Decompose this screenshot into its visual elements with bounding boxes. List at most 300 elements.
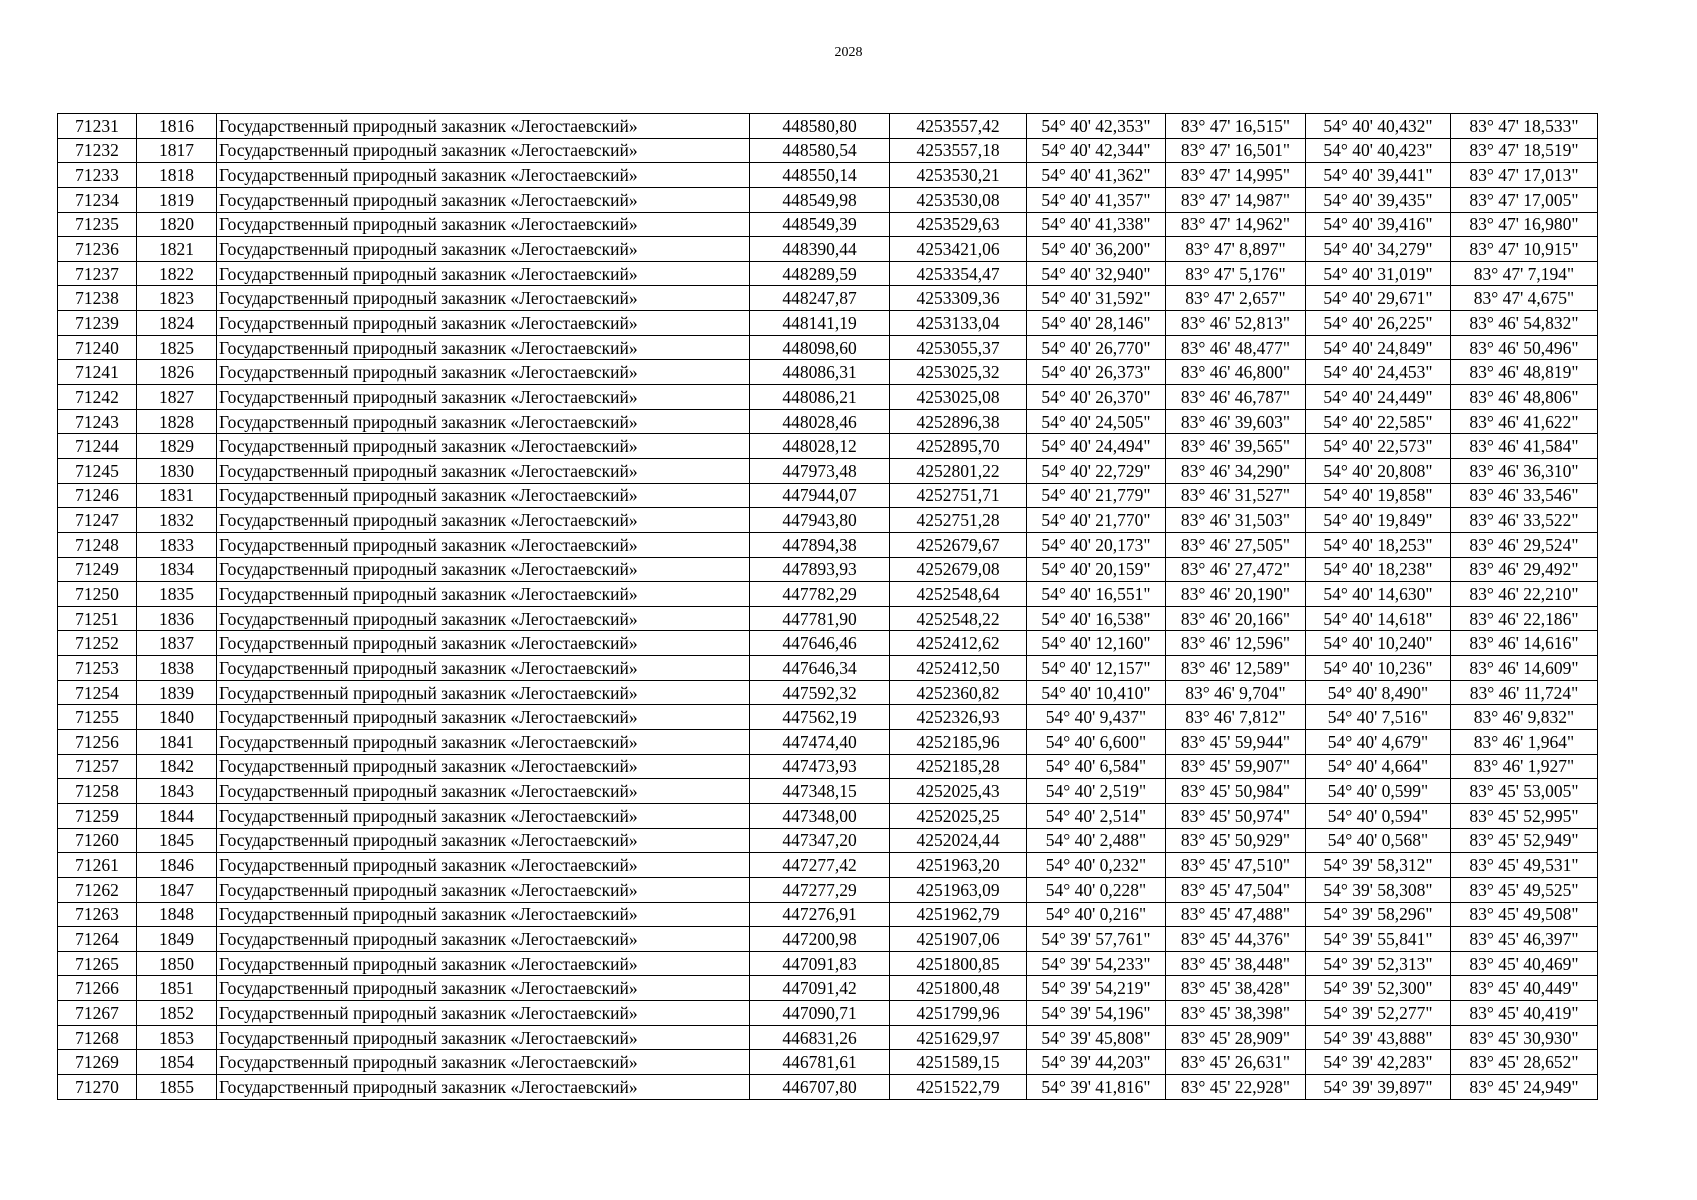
longitude-2-cell: 83° 45' 49,531": [1451, 853, 1598, 878]
latitude-1-cell: 54° 40' 0,216": [1027, 902, 1166, 927]
longitude-1-cell: 83° 47' 2,657": [1166, 286, 1306, 311]
y-coordinate-cell: 4251629,97: [890, 1025, 1027, 1050]
longitude-2-cell: 83° 45' 53,005": [1451, 779, 1598, 804]
latitude-2-cell: 54° 40' 40,423": [1306, 138, 1451, 163]
latitude-2-cell: 54° 40' 10,236": [1306, 656, 1451, 681]
longitude-2-cell: 83° 46' 54,832": [1451, 311, 1598, 336]
x-coordinate-cell: 448289,59: [750, 261, 890, 286]
row-number-cell: 71240: [58, 335, 137, 360]
point-number-cell: 1830: [137, 458, 217, 483]
longitude-1-cell: 83° 47' 5,176": [1166, 261, 1306, 286]
object-name-cell: Государственный природный заказник «Легостаевский»: [217, 877, 750, 902]
x-coordinate-cell: 447893,93: [750, 557, 890, 582]
longitude-1-cell: 83° 47' 16,515": [1166, 114, 1306, 139]
latitude-2-cell: 54° 40' 39,441": [1306, 163, 1451, 188]
object-name-cell: Государственный природный заказник «Легостаевский»: [217, 508, 750, 533]
row-number-cell: 71265: [58, 951, 137, 976]
longitude-1-cell: 83° 46' 31,527": [1166, 483, 1306, 508]
table-row: [58, 606, 1598, 631]
latitude-2-cell: 54° 39' 52,313": [1306, 951, 1451, 976]
longitude-1-cell: 83° 45' 59,944": [1166, 730, 1306, 755]
table-row: [58, 902, 1598, 927]
latitude-1-cell: 54° 40' 12,160": [1027, 631, 1166, 656]
point-number-cell: 1818: [137, 163, 217, 188]
latitude-2-cell: 54° 40' 4,664": [1306, 754, 1451, 779]
row-number-cell: 71261: [58, 853, 137, 878]
longitude-1-cell: 83° 46' 46,787": [1166, 385, 1306, 410]
row-number-cell: 71264: [58, 927, 137, 952]
table-row: [58, 557, 1598, 582]
row-number-cell: 71257: [58, 754, 137, 779]
object-name-cell: Государственный природный заказник «Легостаевский»: [217, 951, 750, 976]
longitude-1-cell: 83° 45' 38,448": [1166, 951, 1306, 976]
table-row: [58, 360, 1598, 385]
latitude-1-cell: 54° 40' 20,173": [1027, 532, 1166, 557]
point-number-cell: 1846: [137, 853, 217, 878]
point-number-cell: 1849: [137, 927, 217, 952]
latitude-2-cell: 54° 40' 31,019": [1306, 261, 1451, 286]
point-number-cell: 1851: [137, 976, 217, 1001]
latitude-2-cell: 54° 40' 7,516": [1306, 705, 1451, 730]
latitude-2-cell: 54° 40' 14,630": [1306, 582, 1451, 607]
point-number-cell: 1828: [137, 409, 217, 434]
longitude-2-cell: 83° 47' 10,915": [1451, 237, 1598, 262]
latitude-1-cell: 54° 40' 0,228": [1027, 877, 1166, 902]
y-coordinate-cell: 4253055,37: [890, 335, 1027, 360]
object-name-cell: Государственный природный заказник «Легостаевский»: [217, 163, 750, 188]
latitude-2-cell: 54° 40' 24,449": [1306, 385, 1451, 410]
longitude-2-cell: 83° 46' 14,616": [1451, 631, 1598, 656]
row-number-cell: 71232: [58, 138, 137, 163]
x-coordinate-cell: 447474,40: [750, 730, 890, 755]
latitude-2-cell: 54° 40' 40,432": [1306, 114, 1451, 139]
table-row: [58, 853, 1598, 878]
table-row: [58, 483, 1598, 508]
object-name-cell: Государственный природный заказник «Легостаевский»: [217, 828, 750, 853]
row-number-cell: 71249: [58, 557, 137, 582]
object-name-cell: Государственный природный заказник «Легостаевский»: [217, 730, 750, 755]
longitude-1-cell: 83° 46' 12,596": [1166, 631, 1306, 656]
y-coordinate-cell: 4251800,48: [890, 976, 1027, 1001]
latitude-1-cell: 54° 40' 42,353": [1027, 114, 1166, 139]
x-coordinate-cell: 448580,80: [750, 114, 890, 139]
object-name-cell: Государственный природный заказник «Легостаевский»: [217, 803, 750, 828]
table-row: [58, 779, 1598, 804]
longitude-2-cell: 83° 46' 41,584": [1451, 434, 1598, 459]
table-row: [58, 1025, 1598, 1050]
y-coordinate-cell: 4251907,06: [890, 927, 1027, 952]
object-name-cell: Государственный природный заказник «Легостаевский»: [217, 1050, 750, 1075]
y-coordinate-cell: 4253133,04: [890, 311, 1027, 336]
longitude-2-cell: 83° 46' 9,832": [1451, 705, 1598, 730]
longitude-2-cell: 83° 45' 28,652": [1451, 1050, 1598, 1075]
latitude-2-cell: 54° 40' 18,238": [1306, 557, 1451, 582]
object-name-cell: Государственный природный заказник «Легостаевский»: [217, 385, 750, 410]
point-number-cell: 1829: [137, 434, 217, 459]
point-number-cell: 1833: [137, 532, 217, 557]
longitude-1-cell: 83° 45' 47,510": [1166, 853, 1306, 878]
point-number-cell: 1838: [137, 656, 217, 681]
row-number-cell: 71241: [58, 360, 137, 385]
longitude-1-cell: 83° 46' 27,472": [1166, 557, 1306, 582]
latitude-2-cell: 54° 40' 39,435": [1306, 187, 1451, 212]
row-number-cell: 71260: [58, 828, 137, 853]
longitude-2-cell: 83° 46' 22,186": [1451, 606, 1598, 631]
row-number-cell: 71254: [58, 680, 137, 705]
table-row: [58, 631, 1598, 656]
table-row: [58, 508, 1598, 533]
table-row: [58, 237, 1598, 262]
row-number-cell: 71259: [58, 803, 137, 828]
longitude-2-cell: 83° 46' 22,210": [1451, 582, 1598, 607]
y-coordinate-cell: 4252185,96: [890, 730, 1027, 755]
object-name-cell: Государственный природный заказник «Легостаевский»: [217, 114, 750, 139]
object-name-cell: Государственный природный заказник «Легостаевский»: [217, 138, 750, 163]
object-name-cell: Государственный природный заказник «Легостаевский»: [217, 311, 750, 336]
latitude-2-cell: 54° 40' 14,618": [1306, 606, 1451, 631]
table-row: [58, 335, 1598, 360]
object-name-cell: Государственный природный заказник «Легостаевский»: [217, 902, 750, 927]
longitude-2-cell: 83° 45' 49,525": [1451, 877, 1598, 902]
longitude-1-cell: 83° 46' 20,190": [1166, 582, 1306, 607]
latitude-1-cell: 54° 40' 16,551": [1027, 582, 1166, 607]
latitude-1-cell: 54° 39' 54,233": [1027, 951, 1166, 976]
row-number-cell: 71236: [58, 237, 137, 262]
point-number-cell: 1835: [137, 582, 217, 607]
longitude-2-cell: 83° 45' 52,995": [1451, 803, 1598, 828]
x-coordinate-cell: 448086,21: [750, 385, 890, 410]
longitude-1-cell: 83° 45' 44,376": [1166, 927, 1306, 952]
point-number-cell: 1816: [137, 114, 217, 139]
longitude-2-cell: 83° 46' 1,927": [1451, 754, 1598, 779]
x-coordinate-cell: 447277,29: [750, 877, 890, 902]
y-coordinate-cell: 4252412,62: [890, 631, 1027, 656]
table-row: [58, 1001, 1598, 1026]
table-row: [58, 532, 1598, 557]
point-number-cell: 1848: [137, 902, 217, 927]
y-coordinate-cell: 4252412,50: [890, 656, 1027, 681]
longitude-1-cell: 83° 46' 9,704": [1166, 680, 1306, 705]
latitude-2-cell: 54° 40' 8,490": [1306, 680, 1451, 705]
point-number-cell: 1843: [137, 779, 217, 804]
object-name-cell: Государственный природный заказник «Легостаевский»: [217, 1074, 750, 1099]
longitude-1-cell: 83° 46' 31,503": [1166, 508, 1306, 533]
object-name-cell: Государственный природный заказник «Легостаевский»: [217, 483, 750, 508]
latitude-1-cell: 54° 40' 26,370": [1027, 385, 1166, 410]
object-name-cell: Государственный природный заказник «Легостаевский»: [217, 705, 750, 730]
y-coordinate-cell: 4253557,18: [890, 138, 1027, 163]
latitude-2-cell: 54° 39' 52,300": [1306, 976, 1451, 1001]
latitude-2-cell: 54° 39' 43,888": [1306, 1025, 1451, 1050]
x-coordinate-cell: 447646,46: [750, 631, 890, 656]
point-number-cell: 1854: [137, 1050, 217, 1075]
y-coordinate-cell: 4251800,85: [890, 951, 1027, 976]
table-row: [58, 434, 1598, 459]
x-coordinate-cell: 447277,42: [750, 853, 890, 878]
point-number-cell: 1839: [137, 680, 217, 705]
x-coordinate-cell: 447473,93: [750, 754, 890, 779]
latitude-1-cell: 54° 40' 41,357": [1027, 187, 1166, 212]
x-coordinate-cell: 446831,26: [750, 1025, 890, 1050]
object-name-cell: Государственный природный заказник «Легостаевский»: [217, 754, 750, 779]
latitude-1-cell: 54° 39' 57,761": [1027, 927, 1166, 952]
y-coordinate-cell: 4253354,47: [890, 261, 1027, 286]
latitude-2-cell: 54° 40' 0,568": [1306, 828, 1451, 853]
longitude-2-cell: 83° 46' 41,622": [1451, 409, 1598, 434]
latitude-1-cell: 54° 40' 6,600": [1027, 730, 1166, 755]
table-row: [58, 730, 1598, 755]
table-row: [58, 927, 1598, 952]
latitude-2-cell: 54° 40' 18,253": [1306, 532, 1451, 557]
table-row: [58, 656, 1598, 681]
row-number-cell: 71245: [58, 458, 137, 483]
y-coordinate-cell: 4252679,08: [890, 557, 1027, 582]
y-coordinate-cell: 4251589,15: [890, 1050, 1027, 1075]
longitude-1-cell: 83° 47' 14,987": [1166, 187, 1306, 212]
longitude-2-cell: 83° 46' 48,806": [1451, 385, 1598, 410]
latitude-1-cell: 54° 40' 24,505": [1027, 409, 1166, 434]
object-name-cell: Государственный природный заказник «Легостаевский»: [217, 187, 750, 212]
latitude-1-cell: 54° 40' 41,338": [1027, 212, 1166, 237]
y-coordinate-cell: 4252751,28: [890, 508, 1027, 533]
longitude-2-cell: 83° 46' 33,546": [1451, 483, 1598, 508]
latitude-1-cell: 54° 40' 2,514": [1027, 803, 1166, 828]
y-coordinate-cell: 4253530,21: [890, 163, 1027, 188]
x-coordinate-cell: 447348,15: [750, 779, 890, 804]
table-body: [58, 114, 1598, 1100]
y-coordinate-cell: 4252326,93: [890, 705, 1027, 730]
latitude-2-cell: 54° 40' 0,599": [1306, 779, 1451, 804]
row-number-cell: 71269: [58, 1050, 137, 1075]
x-coordinate-cell: 448028,46: [750, 409, 890, 434]
longitude-1-cell: 83° 46' 39,603": [1166, 409, 1306, 434]
latitude-2-cell: 54° 39' 58,296": [1306, 902, 1451, 927]
object-name-cell: Государственный природный заказник «Легостаевский»: [217, 557, 750, 582]
table-row: [58, 1050, 1598, 1075]
x-coordinate-cell: 448549,98: [750, 187, 890, 212]
object-name-cell: Государственный природный заказник «Легостаевский»: [217, 237, 750, 262]
table-row: [58, 828, 1598, 853]
point-number-cell: 1832: [137, 508, 217, 533]
y-coordinate-cell: 4252895,70: [890, 434, 1027, 459]
y-coordinate-cell: 4251522,79: [890, 1074, 1027, 1099]
table-row: [58, 976, 1598, 1001]
x-coordinate-cell: 448580,54: [750, 138, 890, 163]
latitude-1-cell: 54° 40' 0,232": [1027, 853, 1166, 878]
object-name-cell: Государственный природный заказник «Легостаевский»: [217, 976, 750, 1001]
y-coordinate-cell: 4253557,42: [890, 114, 1027, 139]
object-name-cell: Государственный природный заказник «Легостаевский»: [217, 261, 750, 286]
latitude-1-cell: 54° 40' 42,344": [1027, 138, 1166, 163]
table-row: [58, 582, 1598, 607]
object-name-cell: Государственный природный заказник «Легостаевский»: [217, 1001, 750, 1026]
longitude-2-cell: 83° 46' 36,310": [1451, 458, 1598, 483]
point-number-cell: 1853: [137, 1025, 217, 1050]
longitude-1-cell: 83° 45' 50,929": [1166, 828, 1306, 853]
row-number-cell: 71255: [58, 705, 137, 730]
table-row: [58, 114, 1598, 139]
latitude-2-cell: 54° 40' 22,573": [1306, 434, 1451, 459]
y-coordinate-cell: 4252679,67: [890, 532, 1027, 557]
y-coordinate-cell: 4252024,44: [890, 828, 1027, 853]
coordinates-table-container: [57, 113, 1598, 1100]
longitude-1-cell: 83° 47' 14,962": [1166, 212, 1306, 237]
table-row: [58, 409, 1598, 434]
longitude-1-cell: 83° 46' 7,812": [1166, 705, 1306, 730]
latitude-2-cell: 54° 40' 24,453": [1306, 360, 1451, 385]
x-coordinate-cell: 448086,31: [750, 360, 890, 385]
point-number-cell: 1847: [137, 877, 217, 902]
x-coordinate-cell: 448028,12: [750, 434, 890, 459]
latitude-1-cell: 54° 40' 6,584": [1027, 754, 1166, 779]
row-number-cell: 71263: [58, 902, 137, 927]
row-number-cell: 71250: [58, 582, 137, 607]
longitude-1-cell: 83° 47' 14,995": [1166, 163, 1306, 188]
longitude-2-cell: 83° 45' 40,469": [1451, 951, 1598, 976]
x-coordinate-cell: 446707,80: [750, 1074, 890, 1099]
longitude-2-cell: 83° 47' 18,533": [1451, 114, 1598, 139]
latitude-1-cell: 54° 40' 21,770": [1027, 508, 1166, 533]
x-coordinate-cell: 447091,83: [750, 951, 890, 976]
latitude-1-cell: 54° 40' 9,437": [1027, 705, 1166, 730]
latitude-2-cell: 54° 39' 52,277": [1306, 1001, 1451, 1026]
x-coordinate-cell: 447562,19: [750, 705, 890, 730]
x-coordinate-cell: 447348,00: [750, 803, 890, 828]
longitude-1-cell: 83° 47' 8,897": [1166, 237, 1306, 262]
point-number-cell: 1845: [137, 828, 217, 853]
longitude-2-cell: 83° 46' 14,609": [1451, 656, 1598, 681]
x-coordinate-cell: 447646,34: [750, 656, 890, 681]
latitude-1-cell: 54° 40' 36,200": [1027, 237, 1166, 262]
y-coordinate-cell: 4252751,71: [890, 483, 1027, 508]
table-row: [58, 877, 1598, 902]
longitude-1-cell: 83° 45' 47,488": [1166, 902, 1306, 927]
y-coordinate-cell: 4253421,06: [890, 237, 1027, 262]
row-number-cell: 71244: [58, 434, 137, 459]
y-coordinate-cell: 4253025,08: [890, 385, 1027, 410]
x-coordinate-cell: 447592,32: [750, 680, 890, 705]
table-row: [58, 1074, 1598, 1099]
y-coordinate-cell: 4253529,63: [890, 212, 1027, 237]
table-row: [58, 705, 1598, 730]
longitude-2-cell: 83° 47' 4,675": [1451, 286, 1598, 311]
longitude-2-cell: 83° 45' 52,949": [1451, 828, 1598, 853]
longitude-1-cell: 83° 45' 50,984": [1166, 779, 1306, 804]
longitude-2-cell: 83° 46' 29,492": [1451, 557, 1598, 582]
point-number-cell: 1850: [137, 951, 217, 976]
latitude-2-cell: 54° 39' 39,897": [1306, 1074, 1451, 1099]
x-coordinate-cell: 447091,42: [750, 976, 890, 1001]
row-number-cell: 71253: [58, 656, 137, 681]
table-row: [58, 138, 1598, 163]
x-coordinate-cell: 447276,91: [750, 902, 890, 927]
x-coordinate-cell: 447090,71: [750, 1001, 890, 1026]
object-name-cell: Государственный природный заказник «Легостаевский»: [217, 853, 750, 878]
longitude-2-cell: 83° 46' 11,724": [1451, 680, 1598, 705]
latitude-1-cell: 54° 40' 28,146": [1027, 311, 1166, 336]
point-number-cell: 1826: [137, 360, 217, 385]
longitude-2-cell: 83° 46' 48,819": [1451, 360, 1598, 385]
object-name-cell: Государственный природный заказник «Легостаевский»: [217, 927, 750, 952]
row-number-cell: 71266: [58, 976, 137, 1001]
longitude-1-cell: 83° 46' 52,813": [1166, 311, 1306, 336]
point-number-cell: 1820: [137, 212, 217, 237]
point-number-cell: 1844: [137, 803, 217, 828]
table-row: [58, 163, 1598, 188]
longitude-1-cell: 83° 47' 16,501": [1166, 138, 1306, 163]
table-row: [58, 803, 1598, 828]
latitude-2-cell: 54° 40' 20,808": [1306, 458, 1451, 483]
latitude-1-cell: 54° 40' 24,494": [1027, 434, 1166, 459]
object-name-cell: Государственный природный заказник «Легостаевский»: [217, 286, 750, 311]
x-coordinate-cell: 447943,80: [750, 508, 890, 533]
y-coordinate-cell: 4251962,79: [890, 902, 1027, 927]
longitude-2-cell: 83° 47' 16,980": [1451, 212, 1598, 237]
point-number-cell: 1840: [137, 705, 217, 730]
longitude-1-cell: 83° 46' 46,800": [1166, 360, 1306, 385]
latitude-1-cell: 54° 40' 16,538": [1027, 606, 1166, 631]
longitude-1-cell: 83° 46' 12,589": [1166, 656, 1306, 681]
latitude-1-cell: 54° 40' 41,362": [1027, 163, 1166, 188]
point-number-cell: 1834: [137, 557, 217, 582]
latitude-2-cell: 54° 40' 39,416": [1306, 212, 1451, 237]
y-coordinate-cell: 4251963,20: [890, 853, 1027, 878]
x-coordinate-cell: 448390,44: [750, 237, 890, 262]
row-number-cell: 71262: [58, 877, 137, 902]
longitude-2-cell: 83° 46' 29,524": [1451, 532, 1598, 557]
x-coordinate-cell: 447200,98: [750, 927, 890, 952]
row-number-cell: 71239: [58, 311, 137, 336]
longitude-2-cell: 83° 46' 50,496": [1451, 335, 1598, 360]
x-coordinate-cell: 448247,87: [750, 286, 890, 311]
point-number-cell: 1831: [137, 483, 217, 508]
object-name-cell: Государственный природный заказник «Легостаевский»: [217, 434, 750, 459]
point-number-cell: 1824: [137, 311, 217, 336]
latitude-2-cell: 54° 40' 19,858": [1306, 483, 1451, 508]
table-row: [58, 212, 1598, 237]
longitude-1-cell: 83° 45' 26,631": [1166, 1050, 1306, 1075]
point-number-cell: 1822: [137, 261, 217, 286]
row-number-cell: 71242: [58, 385, 137, 410]
row-number-cell: 71246: [58, 483, 137, 508]
table-row: [58, 261, 1598, 286]
latitude-1-cell: 54° 40' 21,779": [1027, 483, 1166, 508]
y-coordinate-cell: 4252548,22: [890, 606, 1027, 631]
latitude-1-cell: 54° 40' 2,488": [1027, 828, 1166, 853]
table-row: [58, 286, 1598, 311]
y-coordinate-cell: 4253530,08: [890, 187, 1027, 212]
row-number-cell: 71243: [58, 409, 137, 434]
x-coordinate-cell: 447347,20: [750, 828, 890, 853]
x-coordinate-cell: 447944,07: [750, 483, 890, 508]
row-number-cell: 71248: [58, 532, 137, 557]
latitude-2-cell: 54° 39' 42,283": [1306, 1050, 1451, 1075]
latitude-1-cell: 54° 40' 26,373": [1027, 360, 1166, 385]
longitude-2-cell: 83° 45' 40,419": [1451, 1001, 1598, 1026]
longitude-2-cell: 83° 45' 30,930": [1451, 1025, 1598, 1050]
longitude-2-cell: 83° 46' 1,964": [1451, 730, 1598, 755]
x-coordinate-cell: 448550,14: [750, 163, 890, 188]
y-coordinate-cell: 4252025,25: [890, 803, 1027, 828]
longitude-2-cell: 83° 47' 18,519": [1451, 138, 1598, 163]
longitude-1-cell: 83° 46' 27,505": [1166, 532, 1306, 557]
table-row: [58, 754, 1598, 779]
object-name-cell: Государственный природный заказник «Легостаевский»: [217, 582, 750, 607]
object-name-cell: Государственный природный заказник «Легостаевский»: [217, 631, 750, 656]
latitude-1-cell: 54° 40' 22,729": [1027, 458, 1166, 483]
latitude-2-cell: 54° 39' 58,308": [1306, 877, 1451, 902]
x-coordinate-cell: 448098,60: [750, 335, 890, 360]
